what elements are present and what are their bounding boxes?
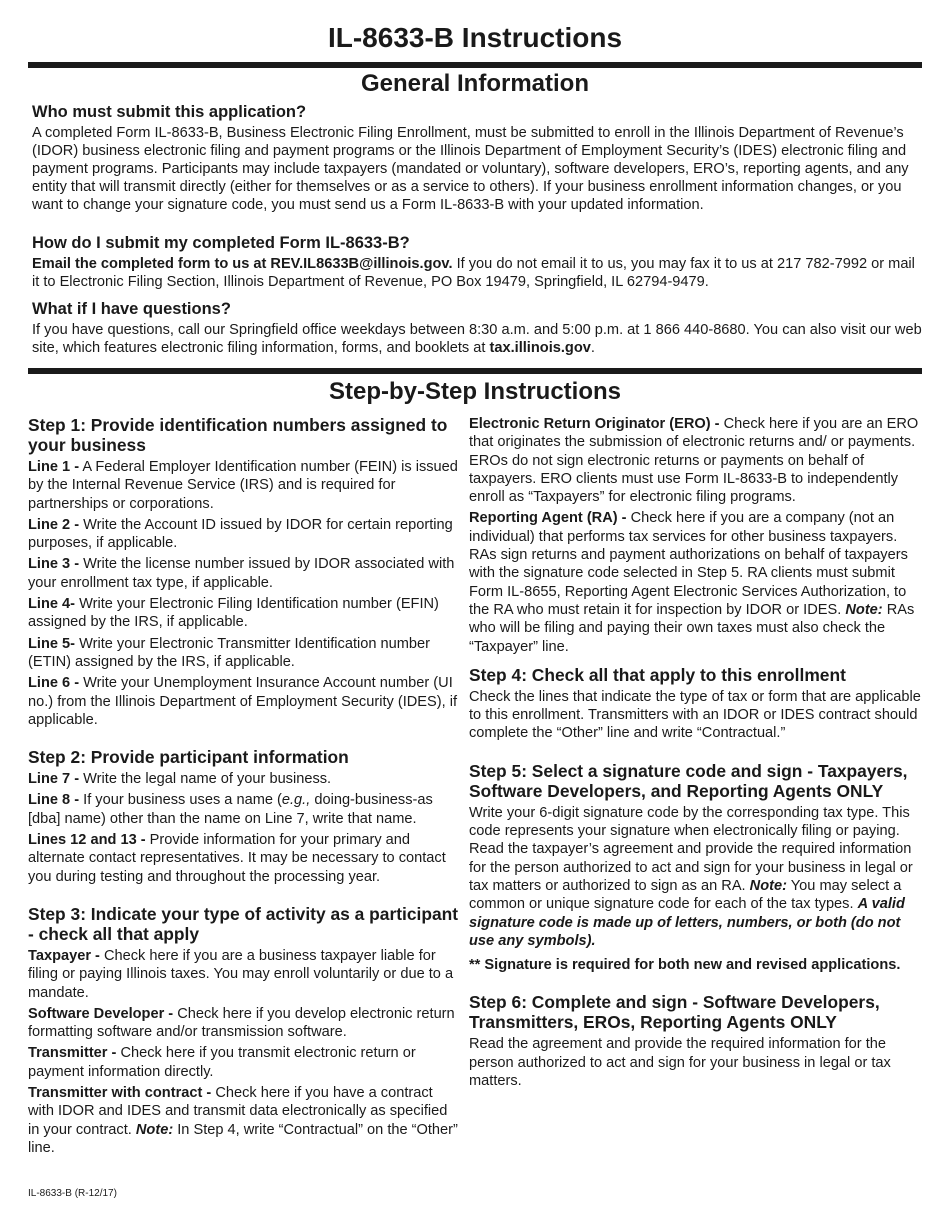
spacer [28, 889, 460, 904]
line5-text: Write your Electronic Transmitter Identification number (ETIN) assigned by the IRS, if applicable. [28, 635, 431, 670]
ra-note-label: Note: [845, 601, 883, 618]
signature-required-text: ** Signature is required for both new and revised applications. [469, 957, 901, 974]
line6-text: Write your Unemployment Insurance Account number (UI no.) from the Illinois Department of Employment Security (IDES), if applicable. [28, 675, 458, 728]
transmitter-contract-label: Transmitter with contract - [28, 1085, 212, 1102]
line7-instruction [28, 770, 460, 788]
q3-answer [32, 321, 922, 357]
step5-note-label: Note: [749, 877, 787, 894]
line4-label: Line 4- [28, 596, 76, 613]
spacer [28, 732, 460, 747]
line8-instruction [28, 791, 460, 828]
q3-question: What if I have questions? [32, 300, 231, 318]
transmitter-contract-text: Check here if you have a contract with IDOR and IDES and transmit data electronically as specified in your contract. [28, 1085, 448, 1138]
ra-label: Reporting Agent (RA) - [469, 510, 627, 527]
step5-instruction [469, 804, 924, 950]
q2-fax-mail: If you do not email it to us, you may fax it to us at 217 782-7992 or mail it to Electronic Filing Section, Illinois Department of Revenue, PO Box 19479, Springfield, IL 62794-9479. [32, 256, 915, 290]
taxpayer-label: Taxpayer - [28, 947, 100, 964]
website-link[interactable]: tax.illinois.gov [489, 340, 591, 356]
software-developer-instruction [28, 1005, 460, 1042]
spacer [469, 977, 924, 992]
ero-label: Electronic Return Originator (ERO) - [469, 416, 720, 432]
general-q2 [32, 234, 922, 291]
q3-answer-text: If you have questions, call our Springfield office weekdays between 8:30 a.m. and 5:00 p.m. at 1 866 440-8680. You can also visit our web site, which features electronic filing information, forms, and booklets at [32, 322, 922, 356]
step6-text: Read the agreement and provide the required information for the person authorized to act and sign for your business in legal or tax matters. [469, 1036, 891, 1090]
step2-heading: Step 2: Provide participant information [28, 747, 349, 768]
transmitter-text: Check here if you transmit electronic return or payment information directly. [28, 1045, 416, 1080]
lines12-13-text: Provide information for your primary and alternate contact representatives. It may be necessary to contact you during testing and throughout the processing year. [28, 832, 446, 885]
line3-label: Line 3 - [28, 556, 80, 573]
line1-label: Line 1 - [28, 459, 80, 475]
q1-answer: A completed Form IL-8633-B, Business Electronic Filing Enrollment, must be submitted to enroll in the Illinois Department of Revenue’s (IDOR) business electronic filing and payment programs or the Illinois Department of Employment Security’s (IDES) electronic filing and payment programs. Participants may include taxpayers (mandated or voluntary), software developers, ERO’s, reporting agents, and any entity that will transmit directly (either for themselves or as a service to others). If your business enrollment information changes, or you want to change your signature code, you must send us a Form IL-8633-B with your updated information. [32, 125, 909, 213]
line3-text: Write the license number issued by IDOR associated with your enrollment tax type, if applicable. [28, 556, 455, 591]
line3-instruction [28, 555, 460, 592]
signature-code-rule: A valid signature code is made up of letters, numbers, or both (do not use any symbols). [469, 896, 905, 949]
line8-text-pre: If your business uses a name ( [79, 792, 282, 809]
q2-email-instruction: Email the completed form to us at REV.IL8633B@illinois.gov. [32, 256, 453, 272]
contract-note-label: Note: [135, 1121, 174, 1138]
taxpayer-text: Check here if you are a business taxpayer liable for filing or paying Illinois taxes. You may enroll voluntarily or due to a mandate. [28, 947, 454, 1001]
line5-label: Line 5- [28, 635, 76, 652]
line1-text: A Federal Employer Identification number (FEIN) is issued by the Internal Revenue Service (IRS) and is required for partnerships or corporations. [28, 459, 458, 512]
taxpayer-instruction [28, 947, 460, 1002]
form-revision-footer: IL-8633-B (R-12/17) [28, 1188, 117, 1199]
ero-text: Check here if you are an ERO that originates the submission of electronic returns and/ or payments. EROs do not sign electronic returns or payments on behalf of taxpayers. ERO clients must use Form IL-8633-B to independently enroll as “Taxpayers” for electronic filing programs. [469, 416, 919, 506]
software-developer-text: Check here if you develop electronic return formatting software and/or transmission software. [28, 1005, 455, 1041]
line2-text: Write the Account ID issued by IDOR for certain reporting purposes, if applicable. [28, 516, 453, 552]
line4-instruction [28, 595, 460, 632]
q2-answer [32, 255, 922, 291]
spacer [469, 746, 924, 761]
ra-note-text: RAs who will be filing and paying their own taxes must also check the “Taxpayer” line. [469, 601, 915, 655]
line8-eg: e.g., [281, 792, 311, 809]
line8-text-post: doing-business-as [dba] name) other than the name on Line 7, write that name. [28, 792, 433, 827]
q2-question: How do I submit my completed Form IL-8633-B? [32, 234, 410, 252]
ra-text: Check here if you are a company (not an individual) that performs tax services for other business taxpayers. RAs sign returns and payment authorizations on behalf of taxpayers with the signature code selected in Step 5. RA clients must submit Form IL-8655, Reporting Agent Electronic Services Authorization, to the RA who must retain it for inspection by IDOR or IDES. [469, 510, 908, 618]
line5-instruction [28, 635, 460, 672]
step5-heading: Step 5: Select a signature code and sign - Taxpayers, Software Developers, and Reporting Agents ONLY [469, 760, 908, 801]
line7-label: Line 7 - [28, 771, 80, 788]
transmitter-contract-instruction [28, 1084, 460, 1157]
steps-heading: Step-by-Step Instructions [328, 378, 622, 405]
software-developer-label: Software Developer - [28, 1005, 174, 1022]
step3-heading: Step 3: Indicate your type of activity as a participant - check all that apply [28, 903, 459, 944]
line6-label: Line 6 - [28, 675, 80, 692]
general-q1 [32, 103, 922, 214]
q3-answer-end: . [590, 340, 595, 356]
step6-heading: Step 6: Complete and sign - Software Developers, Transmitters, EROs, Reporting Agents ONLY [469, 992, 880, 1033]
general-q3 [32, 300, 922, 357]
line2-label: Line 2 - [28, 516, 80, 533]
step5-note-text: You may select a common or unique signature code for each of the tax types. [469, 877, 902, 913]
line2-instruction [28, 516, 460, 553]
ra-instruction [469, 509, 924, 655]
step5-text: Write your 6-digit signature code by the corresponding tax type. This code represents your signature when electronically filing or paying. Read the taxpayer’s agreement and provide the required information for the person authorized to act and sign for your business in legal or tax matters or authorized to sign as an RA. [469, 804, 913, 894]
line7-text: Write the legal name of your business. [79, 771, 332, 788]
line4-text: Write your Electronic Filing Identification number (EFIN) assigned by the IRS, if applicable. [28, 596, 439, 631]
transmitter-label: Transmitter - [28, 1045, 117, 1062]
q1-question: Who must submit this application? [32, 103, 307, 121]
line1-instruction [28, 458, 460, 513]
step1-heading: Step 1: Provide identification numbers assigned to your business [28, 415, 448, 455]
step4-heading: Step 4: Check all that apply to this enrollment [469, 664, 846, 685]
signature-required-note [469, 956, 924, 974]
page-title: IL-8633-B Instructions [327, 22, 623, 53]
left-column [28, 415, 460, 1160]
general-info-heading: General Information [360, 70, 590, 97]
right-column [469, 415, 924, 1093]
contract-note-text: In Step 4, write “Contractual” on the “Other” line. [28, 1121, 458, 1156]
line6-instruction [28, 674, 460, 729]
line8-label: Line 8 - [28, 792, 80, 809]
ero-instruction [469, 415, 924, 506]
transmitter-instruction [28, 1044, 460, 1081]
section-rule [28, 368, 922, 374]
step4-text: Check the lines that indicate the type of tax or form that are applicable to this enrollment. Transmitters with an IDOR or IDES contract should complete the “Other” line and write “Contractual.” [469, 688, 921, 742]
lines12-13-label: Lines 12 and 13 - [28, 832, 146, 849]
header-rule [28, 62, 922, 68]
lines12-13-instruction [28, 831, 460, 886]
